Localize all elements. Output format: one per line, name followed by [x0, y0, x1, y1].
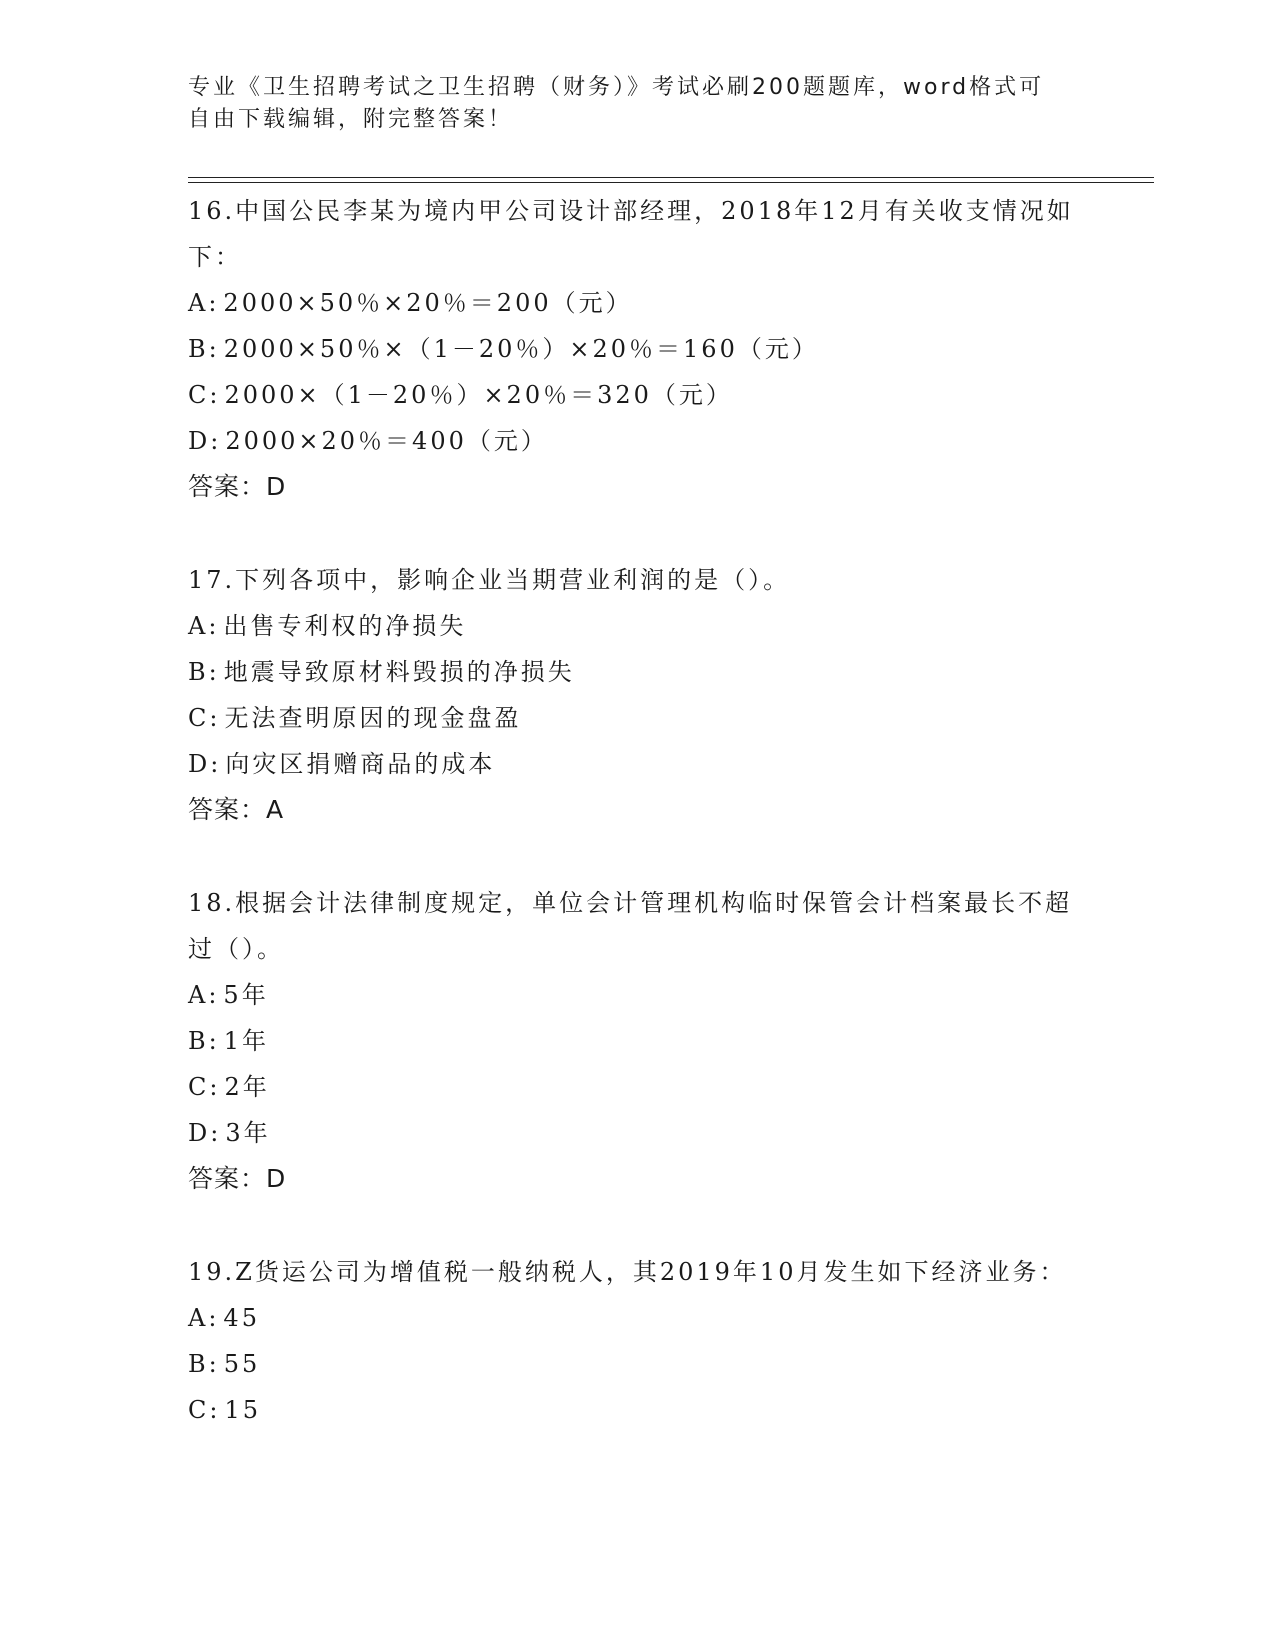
option-key: B: — [188, 335, 220, 363]
option-key: A: — [188, 981, 220, 1009]
option-text: 3年 — [225, 1119, 271, 1147]
question-stem: 19.Z货运公司为增值税一般纳税人，其2019年10月发生如下经济业务： — [188, 1258, 1067, 1286]
option-text: 2000×50％×（1－20％）×20％＝160（元） — [223, 335, 819, 363]
answer-line: 答案：D — [188, 472, 287, 501]
option-c — [188, 372, 1088, 418]
option-text: 1年 — [223, 1027, 270, 1055]
option-c — [188, 695, 1088, 741]
question-item — [188, 188, 1088, 510]
option-c — [188, 1387, 1088, 1433]
option-key: B: — [188, 658, 220, 686]
option-c — [188, 1064, 1088, 1110]
option-key: B: — [188, 1350, 220, 1378]
option-text: 2000×20％＝400（元） — [225, 427, 548, 455]
option-b — [188, 326, 1088, 372]
option-a — [188, 972, 1088, 1018]
answer-line: 答案：A — [188, 795, 285, 824]
option-d — [188, 741, 1088, 787]
option-key: C: — [188, 704, 221, 732]
option-key: C: — [188, 1073, 221, 1101]
option-d — [188, 1110, 1088, 1156]
option-text: 2000×50％×20％＝200（元） — [223, 289, 633, 317]
option-key: D: — [188, 427, 222, 455]
option-b — [188, 1018, 1088, 1064]
question-item — [188, 1249, 1088, 1433]
option-a — [188, 280, 1088, 326]
option-text: 出售专利权的净损失 — [223, 612, 467, 640]
option-text: 5年 — [223, 981, 269, 1009]
option-key: A: — [188, 612, 220, 640]
header-divider-top — [188, 177, 1154, 178]
answer-line: 答案：D — [188, 1164, 287, 1193]
option-key: D: — [188, 750, 222, 778]
option-text: 向灾区捐赠商品的成本 — [225, 750, 496, 778]
question-item — [188, 557, 1088, 833]
option-key: A: — [188, 1304, 220, 1332]
option-b — [188, 649, 1088, 695]
question-stem: 18.根据会计法律制度规定，单位会计管理机构临时保管会计档案最长不超过（）。 — [188, 889, 1073, 963]
option-a — [188, 1295, 1088, 1341]
question-item — [188, 880, 1088, 1202]
question-stem: 17.下列各项中，影响企业当期营业利润的是（）。 — [188, 566, 791, 594]
option-text: 45 — [223, 1304, 260, 1332]
option-text: 无法查明原因的现金盘盈 — [224, 704, 522, 732]
option-b — [188, 1341, 1088, 1387]
header-divider-bottom — [188, 182, 1154, 183]
option-key: C: — [188, 381, 221, 409]
option-key: B: — [188, 1027, 220, 1055]
option-key: C: — [188, 1396, 221, 1424]
option-text: 55 — [223, 1350, 261, 1378]
option-text: 2年 — [224, 1073, 270, 1101]
option-text: 2000×（1－20％）×20％＝320（元） — [224, 381, 733, 409]
option-key: D: — [188, 1119, 222, 1147]
question-list — [188, 188, 1088, 1480]
document-header: 专业《卫生招聘考试之卫生招聘（财务）》考试必刷200题题库，word格式可自由下载编辑，附完整答案！ — [188, 75, 1045, 132]
option-text: 15 — [224, 1396, 261, 1424]
option-d — [188, 418, 1088, 464]
option-text: 地震导致原材料毁损的净损失 — [223, 658, 575, 686]
option-key: A: — [188, 289, 220, 317]
option-a — [188, 603, 1088, 649]
question-stem: 16.中国公民李某为境内甲公司设计部经理，2018年12月有关收支情况如下： — [188, 197, 1074, 271]
